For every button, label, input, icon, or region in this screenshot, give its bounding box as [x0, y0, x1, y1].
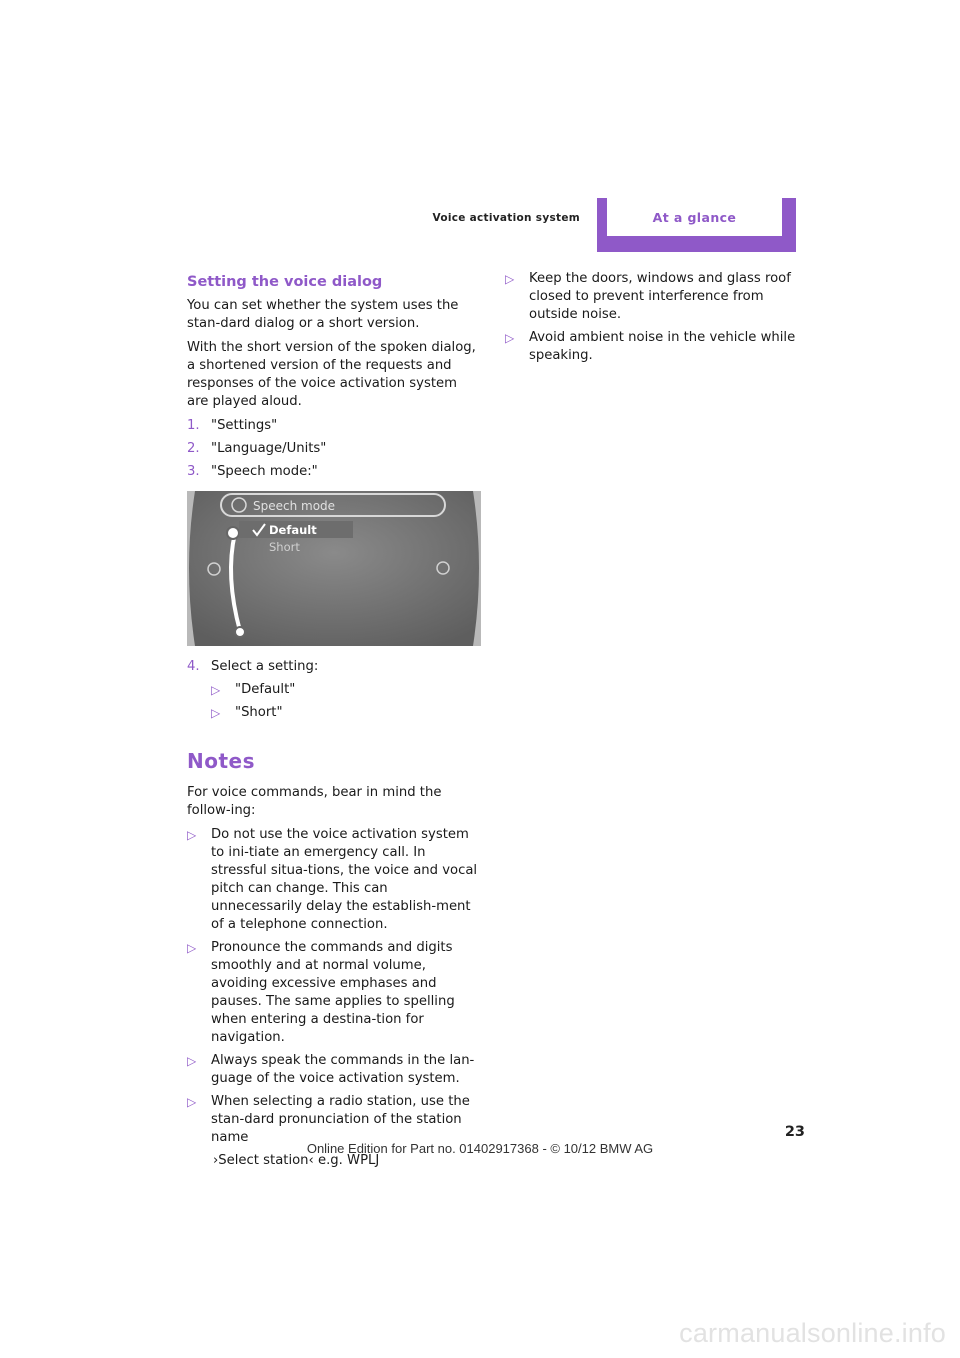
left-column: [187, 270, 481, 1175]
footer-edition: Online Edition for Part no. 01402917368 - © 10/12 BMW AG: [306, 1141, 654, 1156]
step-text: "Language/Units": [211, 441, 327, 456]
right-column: [505, 270, 805, 370]
option-default: Default: [269, 523, 317, 537]
subheading-voice-dialog: Setting the voice dialog: [187, 274, 383, 290]
bullet-arrow-icon: ▷: [505, 331, 515, 345]
display-screenshot: [187, 491, 481, 646]
step-number: 4.: [187, 659, 200, 674]
step-item: [187, 440, 481, 458]
note-bullet: [187, 939, 481, 1047]
step-text: Select a setting:: [211, 659, 319, 674]
step-text: "Settings": [211, 418, 278, 433]
speech-mode-display: [187, 491, 481, 646]
paragraph: With the short version of the spoken dialog, a shortened version of the requests and responses of the voice activation system are played aloud.: [187, 340, 476, 409]
note-bullet: [505, 270, 805, 324]
step-item: [187, 417, 481, 435]
bullet-arrow-icon: ▷: [187, 1054, 197, 1068]
page-number: 23: [784, 1124, 805, 1140]
note-text: Keep the doors, windows and glass roof closed to prevent interference from outside noise.: [529, 271, 791, 322]
step-number: 1.: [187, 418, 200, 433]
bullet-arrow-icon: ▷: [187, 1095, 197, 1109]
notes-intro: For voice commands, bear in mind the follow-ing:: [187, 785, 442, 818]
option-short: Short: [269, 540, 300, 554]
note-bullet: [505, 329, 805, 365]
chapter-tab-label: At a glance: [652, 210, 737, 225]
sub-bullet-text: "Short": [235, 705, 283, 720]
step-number: 2.: [187, 441, 200, 456]
chapter-tab: [597, 198, 796, 252]
paragraph: You can set whether the system uses the stan-dard dialog or a short version.: [187, 298, 459, 331]
step-number: 3.: [187, 464, 200, 479]
step-item: [187, 658, 481, 676]
sub-bullet: [211, 704, 481, 722]
running-header-section: Voice activation system: [432, 212, 580, 224]
sub-bullet: [211, 681, 481, 699]
voice-command-example: ›Select station‹ e.g. WPLJ: [213, 1153, 380, 1168]
note-bullet: [187, 1052, 481, 1088]
step-text: "Speech mode:": [211, 464, 318, 479]
bullet-arrow-icon: ▷: [505, 272, 515, 286]
note-text: Pronounce the commands and digits smoothly and at normal volume, avoiding excessive emphases and pauses. The same applies to spelling when entering a destina-tion for navigation.: [211, 940, 455, 1045]
step-item: [187, 463, 481, 481]
bullet-arrow-icon: ▷: [211, 683, 221, 697]
bullet-arrow-icon: ▷: [187, 941, 197, 955]
note-text: When selecting a radio station, use the stan-dard pronunciation of the station name: [211, 1094, 470, 1145]
notes-heading: Notes: [187, 749, 256, 773]
screen-title: Speech mode: [253, 499, 336, 513]
chapter-tab-inner: [607, 198, 782, 236]
note-text: Avoid ambient noise in the vehicle while speaking.: [529, 330, 796, 363]
note-bullet: [187, 1093, 481, 1147]
note-text: Do not use the voice activation system to ini-tiate an emergency call. In stressful situa-tions, the voice and vocal pitch can change. This can unnecessarily delay the establish-ment of a telephone connection.: [211, 827, 478, 932]
arc-top-knob: [227, 527, 239, 539]
note-text: Always speak the commands in the lan-guage of the voice activation system.: [211, 1053, 475, 1086]
arc-bottom-knob: [235, 627, 245, 637]
sub-bullet-text: "Default": [235, 682, 296, 697]
note-bullet: [187, 826, 481, 934]
watermark: carmanualsonline.info: [679, 1318, 946, 1348]
bullet-arrow-icon: ▷: [211, 706, 221, 720]
bullet-arrow-icon: ▷: [187, 828, 197, 842]
